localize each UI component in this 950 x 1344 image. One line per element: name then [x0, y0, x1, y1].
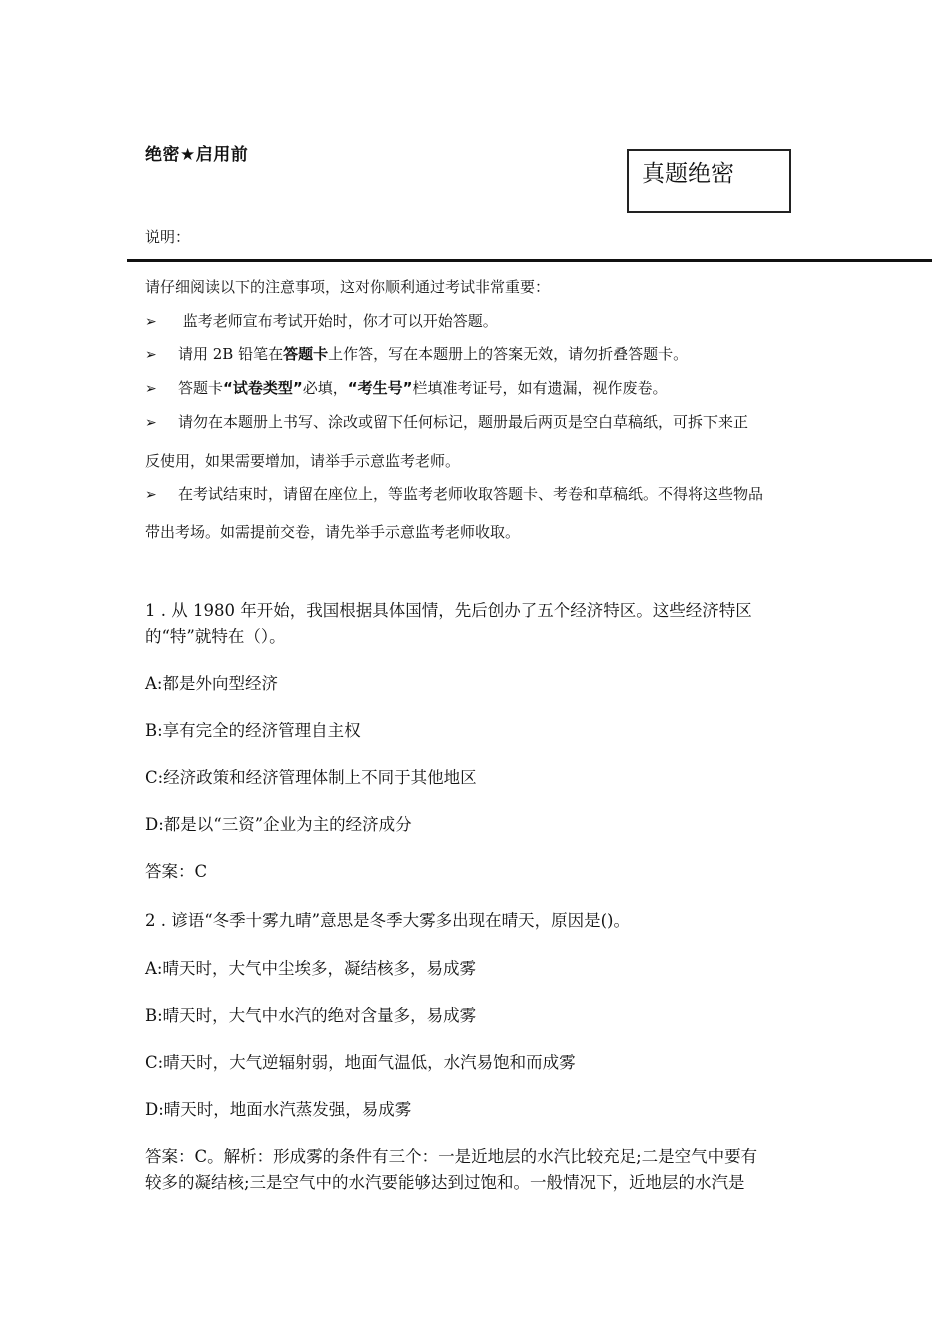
notice-item-5 — [145, 483, 815, 504]
bullet-arrow-icon: ➢ — [145, 487, 157, 503]
notice-item-1 — [145, 310, 815, 331]
notice-item-4-cont: 反使用，如果需要增加，请举手示意监考老师。 — [145, 452, 461, 470]
question-1-stem-line2: 的“特”就特在（）。 — [145, 627, 286, 646]
question-1-stem-line1: 1 . 从 1980 年开始，我国根据具体国情，先后创办了五个经济特区。这些经济特区 — [145, 601, 752, 620]
question-2-option-c: C:晴天时，大气逆辐射弱，地面气温低，水汽易饱和而成雾 — [145, 1053, 576, 1072]
notice-item-3 — [145, 377, 815, 398]
notice-item-text: 请用 2B 铅笔在 — [178, 345, 284, 363]
notice-item-text: 请勿在本题册上书写、涂改或留下任何标记，题册最后两页是空白草稿纸，可拆下来正 — [178, 413, 749, 431]
question-1-option-d: D:都是以“三资”企业为主的经济成分 — [145, 815, 412, 834]
instructions-label: 说明： — [145, 228, 191, 246]
question-2-answer-line1: 答案：C。解析：形成雾的条件有三个：一是近地层的水汽比较充足;二是空气中要有 — [145, 1147, 758, 1166]
divider-rule — [127, 259, 932, 262]
notice-item-5-cont: 带出考场。如需提前交卷，请先举手示意监考老师收取。 — [145, 523, 521, 541]
bullet-arrow-icon: ➢ — [145, 314, 157, 330]
notice-item-text: 答题卡 — [178, 379, 224, 397]
notice-item-text: 监考老师宣布考试开始时，你才可以开始答题。 — [182, 312, 498, 330]
question-1-answer: 答案：C — [145, 862, 208, 881]
stamp-text: 真题绝密 — [642, 161, 734, 187]
notice-item-bold: “试卷类型” — [223, 379, 303, 397]
notice-item-text: 在考试结束时，请留在座位上，等监考老师收取答题卡、考卷和草稿纸。不得将这些物品 — [178, 485, 764, 503]
question-1-option-b: B:享有完全的经济管理自主权 — [145, 721, 361, 740]
bullet-arrow-icon: ➢ — [145, 415, 157, 431]
bullet-arrow-icon: ➢ — [145, 347, 157, 363]
notice-item-4 — [145, 411, 815, 432]
question-2-stem: 2 . 谚语“冬季十雾九晴”意思是冬季大雾多出现在晴天，原因是()。 — [145, 911, 630, 930]
notice-item-text: 栏填准考证号，如有遗漏，视作废卷。 — [412, 379, 668, 397]
secret-label: 绝密★启用前 — [145, 145, 249, 165]
question-2-option-d: D:晴天时，地面水汽蒸发强，易成雾 — [145, 1100, 412, 1119]
notice-item-text: 必填， — [302, 379, 348, 397]
question-1-option-c: C:经济政策和经济管理体制上不同于其他地区 — [145, 768, 477, 787]
notice-intro: 请仔细阅读以下的注意事项，这对你顺利通过考试非常重要： — [145, 278, 551, 296]
bullet-arrow-icon: ➢ — [145, 381, 157, 397]
notice-item-bold: “考生号” — [347, 379, 413, 397]
stamp-box — [627, 149, 791, 213]
notice-item-2 — [145, 343, 815, 364]
question-2-answer-line2: 较多的凝结核;三是空气中的水汽要能够达到过饱和。一般情况下，近地层的水汽是 — [145, 1173, 745, 1192]
notice-item-bold: 答题卡 — [283, 345, 329, 363]
question-2-option-b: B:晴天时，大气中水汽的绝对含量多，易成雾 — [145, 1006, 477, 1025]
notice-item-text: 上作答，写在本题册上的答案无效，请勿折叠答题卡。 — [328, 345, 689, 363]
question-2-option-a: A:晴天时，大气中尘埃多，凝结核多，易成雾 — [145, 959, 476, 978]
question-1-option-a: A:都是外向型经济 — [145, 674, 278, 693]
question-1-stem — [145, 598, 815, 650]
question-2-answer — [145, 1144, 815, 1196]
